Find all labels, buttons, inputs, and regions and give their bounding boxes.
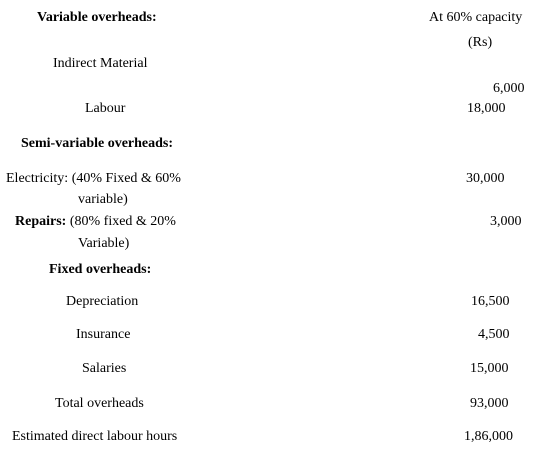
depreciation-value: 16,500 bbox=[471, 294, 510, 309]
labour-value: 18,000 bbox=[467, 101, 506, 116]
electricity-value: 30,000 bbox=[466, 171, 505, 186]
repairs-label-bold: Repairs: bbox=[15, 214, 67, 229]
electricity-label-line1: Electricity: (40% Fixed & 60% bbox=[6, 171, 181, 186]
semi-variable-overheads-heading: Semi-variable overheads: bbox=[21, 136, 174, 151]
indirect-material-label: Indirect Material bbox=[53, 56, 148, 71]
labour-label: Labour bbox=[85, 101, 126, 116]
repairs-value: 3,000 bbox=[490, 214, 522, 229]
column-header-unit: (Rs) bbox=[468, 35, 493, 50]
repairs-label-rest: (80% fixed & 20% bbox=[66, 214, 176, 229]
electricity-label-line2: variable) bbox=[78, 192, 128, 207]
fixed-overheads-heading: Fixed overheads: bbox=[49, 262, 152, 277]
total-overheads-value: 93,000 bbox=[470, 396, 509, 411]
depreciation-label: Depreciation bbox=[66, 294, 139, 309]
insurance-label: Insurance bbox=[76, 327, 131, 342]
repairs-label-line1 bbox=[15, 214, 176, 230]
total-overheads-label: Total overheads bbox=[55, 396, 144, 411]
salaries-value: 15,000 bbox=[470, 361, 509, 376]
indirect-material-value: 6,000 bbox=[493, 81, 525, 96]
labour-hours-value: 1,86,000 bbox=[464, 429, 513, 444]
repairs-label-line2: Variable) bbox=[78, 236, 130, 251]
column-header-capacity: At 60% capacity bbox=[429, 10, 523, 25]
insurance-value: 4,500 bbox=[478, 327, 510, 342]
variable-overheads-heading: Variable overheads: bbox=[37, 10, 157, 25]
salaries-label: Salaries bbox=[82, 361, 127, 376]
labour-hours-label: Estimated direct labour hours bbox=[12, 429, 178, 444]
